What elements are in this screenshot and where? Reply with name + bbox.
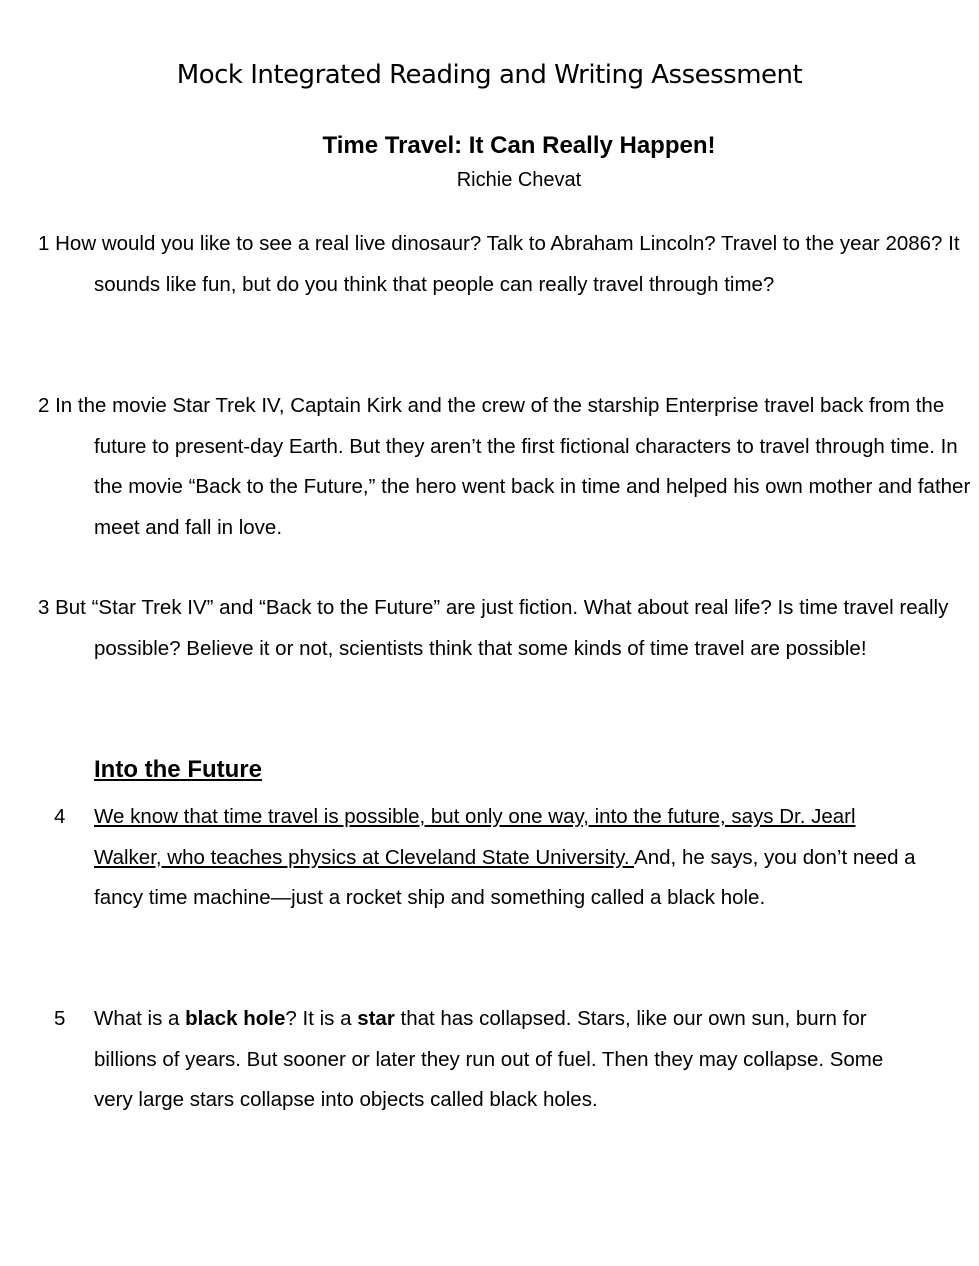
paragraph-number: 4	[54, 805, 66, 828]
paragraph-number: 3	[38, 596, 50, 619]
paragraph-text: What is a	[94, 1007, 186, 1030]
paragraph-text: that has collapsed. Stars, like our own sun, burn for billions of years. But sooner or later they run out of fuel. Then they may collapse. Some very large stars collapse into objects called black holes.	[94, 1007, 884, 1111]
paragraph-5	[54, 999, 924, 1121]
paragraph-text: ? It is a	[285, 1007, 358, 1030]
paragraph-number: 2	[38, 394, 50, 417]
paragraph-1	[38, 224, 979, 305]
paragraph-text: And, he says, you don’t need a fancy time machine—just a rocket ship and something called a black hole.	[94, 845, 916, 909]
bold-term-black-hole: black hole	[185, 1007, 286, 1030]
paragraph-number: 1	[38, 232, 50, 255]
paragraph-text: But “Star Trek IV” and “Back to the Future” are just fiction. What about real life? Is time travel really possible? Believe it or not, scientists think that some kinds of time travel are possible!	[55, 596, 949, 660]
paragraph-4	[54, 797, 924, 919]
article-title: Time Travel: It Can Really Happen!	[322, 132, 716, 159]
section-heading: Into the Future	[94, 756, 262, 783]
underlined-text: We know that time travel is possible, but only one way, into the future, says Dr. Jearl Walker, who teaches physics at Cleveland State University.	[94, 805, 856, 869]
bold-term-star: star	[357, 1007, 395, 1030]
paragraph-text: In the movie Star Trek IV, Captain Kirk and the crew of the starship Enterprise travel back from the future to present-day Earth. But they aren’t the first fictional characters to travel through time. In the movie “Back to the Future,” the hero went back in time and helped his own mother and father meet and fall in love.	[55, 394, 971, 539]
article-author: Richie Chevat	[456, 169, 582, 191]
paragraph-text: How would you like to see a real live dinosaur? Talk to Abraham Lincoln? Travel to the year 2086? It sounds like fun, but do you think that people can really travel through time?	[55, 232, 960, 296]
paragraph-2	[38, 386, 979, 548]
paragraph-3	[38, 588, 979, 669]
document-title: Mock Integrated Reading and Writing Assessment	[176, 60, 803, 90]
paragraph-number: 5	[54, 1007, 66, 1030]
